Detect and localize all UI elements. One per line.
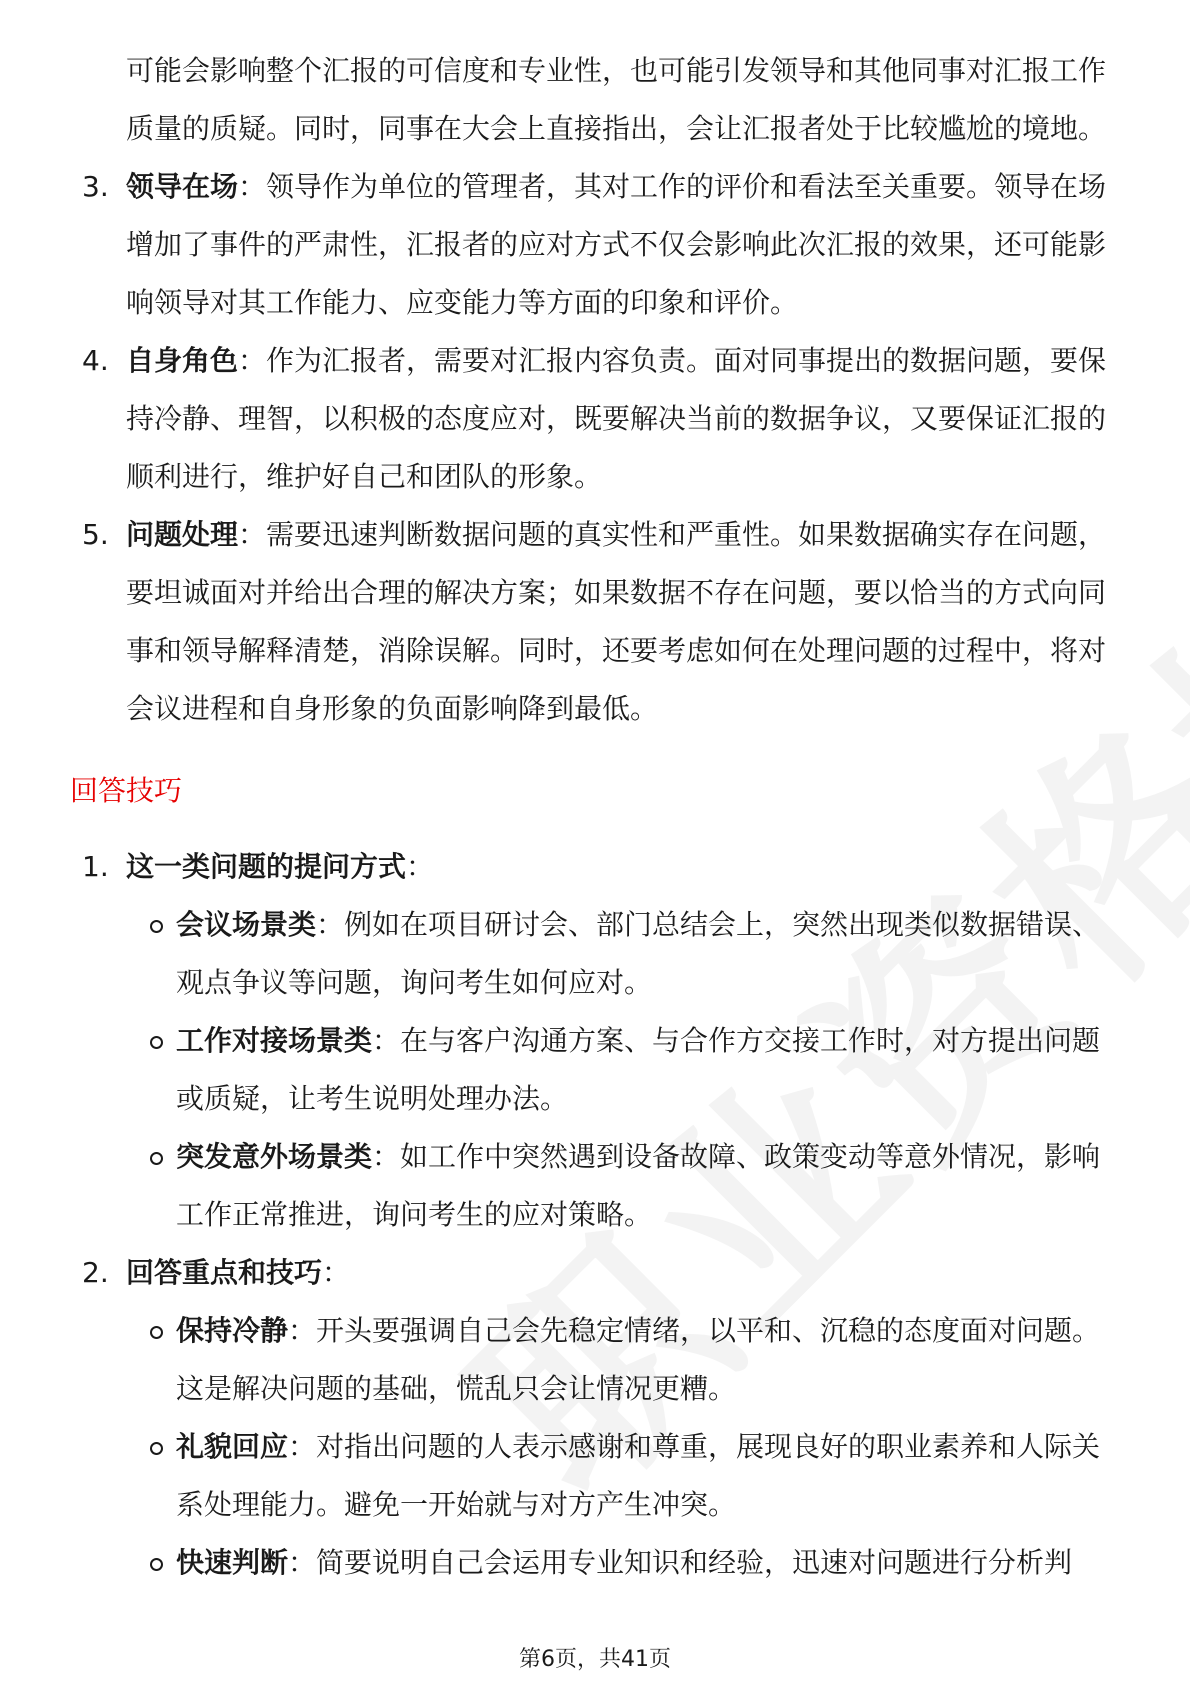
item-lead: 礼貌回应 [176, 1430, 289, 1463]
list-item [70, 838, 1120, 896]
list-item [70, 506, 1120, 738]
list-number: 1. [82, 850, 109, 883]
intro-continuation: 可能会影响整个汇报的可信度和专业性，也可能引发领导和其他同事对汇报工作质量的质疑。同时，同事在大会上直接指出，会让汇报者处于比较尴尬的境地。 [126, 54, 1107, 145]
item-lead: 问题处理 [126, 518, 239, 551]
page-content [70, 42, 1120, 1592]
list-number: 3. [82, 170, 109, 203]
item-text: ： [406, 850, 435, 883]
list-number: 2. [82, 1256, 109, 1289]
item-text: ：例如在项目研讨会、部门总结会上，突然出现类似数据错误、观点争议等问题，询问考生如何应对。 [176, 908, 1101, 999]
item-lead: 回答重点和技巧 [126, 1256, 323, 1289]
item-lead: 快速判断 [176, 1546, 289, 1579]
item-lead: 自身角色 [126, 344, 239, 377]
bullet-icon [150, 920, 163, 933]
sub-list [70, 1302, 1120, 1592]
list-item [70, 332, 1120, 506]
item-text: ：开头要强调自己会先稳定情绪，以平和、沉稳的态度面对问题。这是解决问题的基础，慌乱只会让情况更糟。 [176, 1314, 1101, 1405]
sub-list-item [70, 1418, 1120, 1534]
page-footer: 第6页，共41页 [519, 1647, 671, 1672]
bullet-icon [150, 1326, 163, 1339]
item-text: ： [322, 1256, 351, 1289]
sub-list [70, 896, 1120, 1244]
item-text: ：如工作中突然遇到设备故障、政策变动等意外情况，影响工作正常推进，询问考生的应对策略。 [176, 1140, 1101, 1231]
item-text: ：领导作为单位的管理者，其对工作的评价和看法至关重要。领导在场增加了事件的严肃性，汇报者的应对方式不仅会影响此次汇报的效果，还可能影响领导对其工作能力、应变能力等方面的印象和评价。 [126, 170, 1107, 319]
list-number: 5. [82, 518, 109, 551]
bullet-icon [150, 1442, 163, 1455]
sub-list-item [70, 1302, 1120, 1418]
item-lead: 突发意外场景类 [176, 1140, 373, 1173]
item-lead: 这一类问题的提问方式 [126, 850, 407, 883]
bullet-icon [150, 1036, 163, 1049]
sub-list-item [70, 1128, 1120, 1244]
list-item [70, 1244, 1120, 1302]
item-text: ：需要迅速判断数据问题的真实性和严重性。如果数据确实存在问题，要坦诚面对并给出合理的解决方案；如果数据不存在问题，要以恰当的方式向同事和领导解释清楚，消除误解。同时，还要考虑如何在处理问题的过程中，将对会议进程和自身形象的负面影响降到最低。 [126, 518, 1107, 725]
list-number: 4. [82, 344, 109, 377]
sub-list-item [70, 1534, 1120, 1592]
item-text: ：在与客户沟通方案、与合作方交接工作时，对方提出问题或质疑，让考生说明处理办法。 [176, 1024, 1101, 1115]
item-text: ：简要说明自己会运用专业知识和经验，迅速对问题进行分析判 [288, 1546, 1073, 1579]
section-title: 回答技巧 [70, 774, 183, 807]
bullet-icon [150, 1152, 163, 1165]
item-lead: 工作对接场景类 [176, 1024, 373, 1057]
list-item [70, 158, 1120, 332]
item-lead: 保持冷静 [176, 1314, 289, 1347]
tips-list [70, 838, 1120, 1592]
sub-list-item [70, 1012, 1120, 1128]
bullet-icon [150, 1558, 163, 1571]
item-text: ：作为汇报者，需要对汇报内容负责。面对同事提出的数据问题，要保持冷静、理智，以积极的态度应对，既要解决当前的数据争议，又要保证汇报的顺利进行，维护好自己和团队的形象。 [126, 344, 1107, 493]
item-lead: 会议场景类 [176, 908, 317, 941]
points-list [70, 158, 1120, 738]
item-lead: 领导在场 [126, 170, 239, 203]
sub-list-item [70, 896, 1120, 1012]
item-text: ：对指出问题的人表示感谢和尊重，展现良好的职业素养和人际关系处理能力。避免一开始就与对方产生冲突。 [176, 1430, 1101, 1521]
